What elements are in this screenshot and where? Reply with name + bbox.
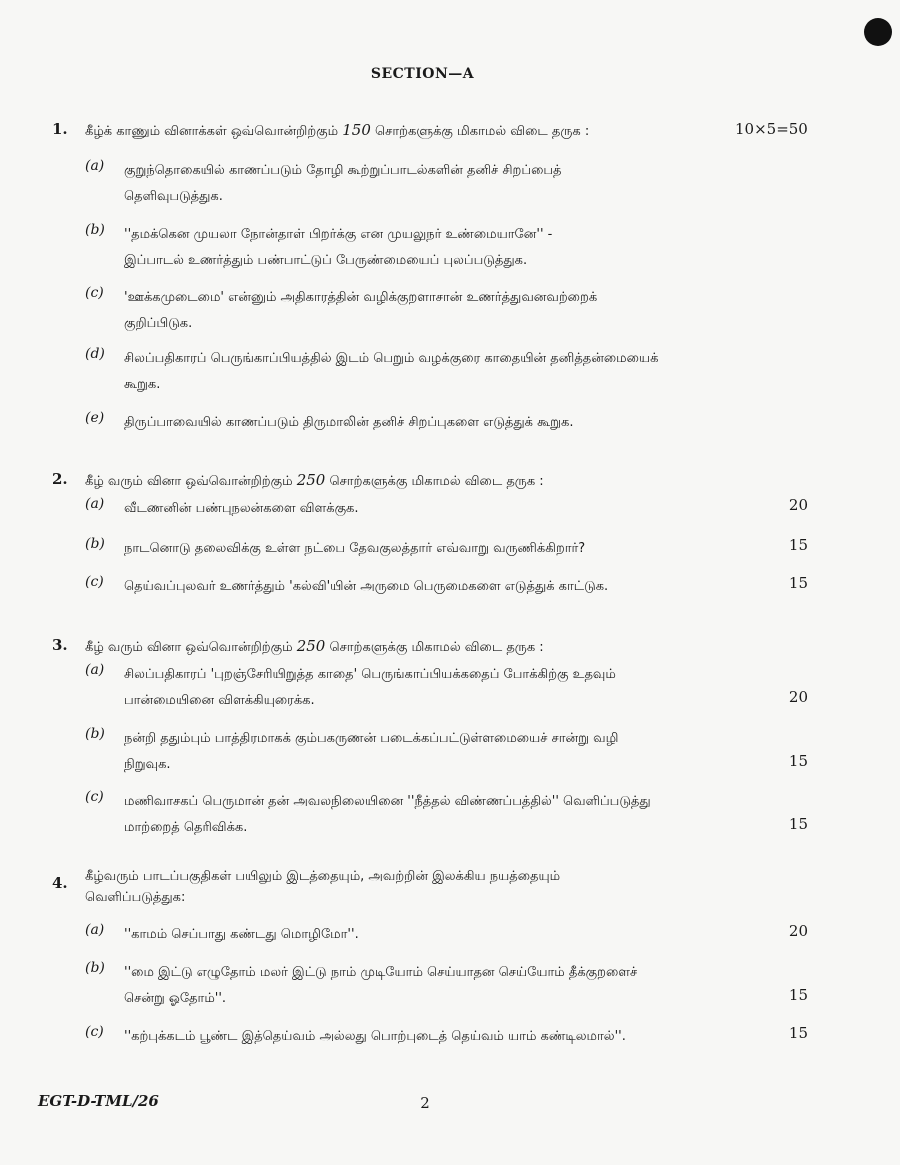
question-instruction: கீழ்வரும் பாடப்பகுதிகள் பயிலும் இடத்தையும், அவற்றின் இலக்கிய நயத்தையும் வெளிப்படுத்துக: xyxy=(85,869,561,905)
section-title: SECTION—A xyxy=(370,66,475,82)
part-marks: 15 xyxy=(788,1024,808,1042)
question-marks: 10×5=50 xyxy=(735,120,808,138)
question-number: 3. xyxy=(52,636,68,654)
part-label: (a) xyxy=(85,496,105,512)
page-number: 2 xyxy=(420,1094,430,1112)
question-instruction: கீழ் வரும் வினா ஒவ்வொன்றிற்கும் 250 சொற்களுக்கு மிகாமல் விடை தருக : xyxy=(85,471,544,489)
part-text: ''தமக்கென முயலா நோன்தாள் பிறர்க்கு என முயலுநர் உண்மையானே'' - இப்பாடல் உணர்த்தும் பண்பாட்டுப் பேருண்மையைப் புலப்படுத்துக. xyxy=(124,227,553,268)
part-marks: 15 xyxy=(788,986,808,1004)
question-number: 1. xyxy=(52,120,68,138)
part-text: ''மை இட்டு எழுதோம் மலர் இட்டு நாம் முடியோம் செய்யாதன செய்யோம் தீக்குறளைச் சென்று ஓதோம்''. xyxy=(124,965,638,1006)
part-text: சிலப்பதிகாரப் பெருங்காப்பியத்தில் இடம் பெறும் வழக்குரை காதையின் தனித்தன்மையைக் கூறுக. xyxy=(124,351,659,392)
part-text: ''காமம் செப்பாது கண்டது மொழிமோ''. xyxy=(124,927,359,942)
part-marks: 20 xyxy=(788,496,808,514)
part-text: குறுந்தொகையில் காணப்படும் தோழி கூற்றுப்பாடல்களின் தனிச் சிறப்பைத் தெளிவுபடுத்துக. xyxy=(124,163,562,204)
part-label: (b) xyxy=(85,726,105,742)
part-label: (c) xyxy=(85,1024,104,1040)
part-text: மணிவாசகப் பெருமான் தன் அவலநிலையினை ''நீத்தல் விண்ணப்பத்தில்'' வெளிப்படுத்து மாற்றைத் தெரிவிக்க. xyxy=(124,794,651,835)
part-label: (e) xyxy=(85,410,105,426)
punch-hole-mark xyxy=(864,18,892,46)
question-instruction: கீழ்க் காணும் வினாக்கள் ஒவ்வொன்றிற்கும் 150 சொற்களுக்கு மிகாமல் விடை தருக : xyxy=(85,121,590,139)
part-text: நாடனொடு தலைவிக்கு உள்ள நட்பை தேவகுலத்தார் எவ்வாறு வருணிக்கிறார்? xyxy=(124,541,586,556)
part-marks: 15 xyxy=(788,574,808,592)
part-label: (a) xyxy=(85,922,105,938)
part-text: 'ஊக்கமுடைமை' என்னும் அதிகாரத்தின் வழிக்குறளாசான் உணர்த்துவனவற்றைக் குறிப்பிடுக. xyxy=(124,290,598,331)
part-marks: 20 xyxy=(788,688,808,706)
part-text: சிலப்பதிகாரப் 'புறஞ்சேரியிறுத்த காதை' பெருங்காப்பியக்கதைப் போக்கிற்கு உதவும் பான்மையினை விளக்கியுரைக்க. xyxy=(124,667,616,708)
part-label: (d) xyxy=(85,346,105,362)
part-label: (c) xyxy=(85,789,104,805)
part-label: (a) xyxy=(85,662,105,678)
part-label: (c) xyxy=(85,574,104,590)
part-text: தெய்வப்புலவர் உணர்த்தும் 'கல்வி'யின் அருமை பெருமைகளை எடுத்துக் காட்டுக. xyxy=(124,579,609,594)
question-number: 4. xyxy=(52,874,68,892)
part-marks: 15 xyxy=(788,815,808,833)
part-label: (b) xyxy=(85,536,105,552)
part-marks: 15 xyxy=(788,752,808,770)
part-text: ''கற்புக்கடம் பூண்ட இத்தெய்வம் அல்லது பொற்புடைத் தெய்வம் யாம் கண்டிலமால்''. xyxy=(124,1029,626,1044)
part-text: திருப்பாவையில் காணப்படும் திருமாலின் தனிச் சிறப்புகளை எடுத்துக் கூறுக. xyxy=(124,415,574,430)
paper-code: EGT-D-TML/26 xyxy=(38,1092,159,1110)
part-label: (b) xyxy=(85,222,105,238)
question-instruction: கீழ் வரும் வினா ஒவ்வொன்றிற்கும் 250 சொற்களுக்கு மிகாமல் விடை தருக : xyxy=(85,637,544,655)
part-text: நன்றி ததும்பும் பாத்திரமாகக் கும்பகருணன் படைக்கப்பட்டுள்ளமையைச் சான்று வழி நிறுவுக. xyxy=(124,731,619,772)
part-label: (b) xyxy=(85,960,105,976)
part-text: வீடணனின் பண்புநலன்களை விளக்குக. xyxy=(124,501,359,516)
question-number: 2. xyxy=(52,470,68,488)
part-label: (a) xyxy=(85,158,105,174)
part-label: (c) xyxy=(85,285,104,301)
part-marks: 15 xyxy=(788,536,808,554)
part-marks: 20 xyxy=(788,922,808,940)
